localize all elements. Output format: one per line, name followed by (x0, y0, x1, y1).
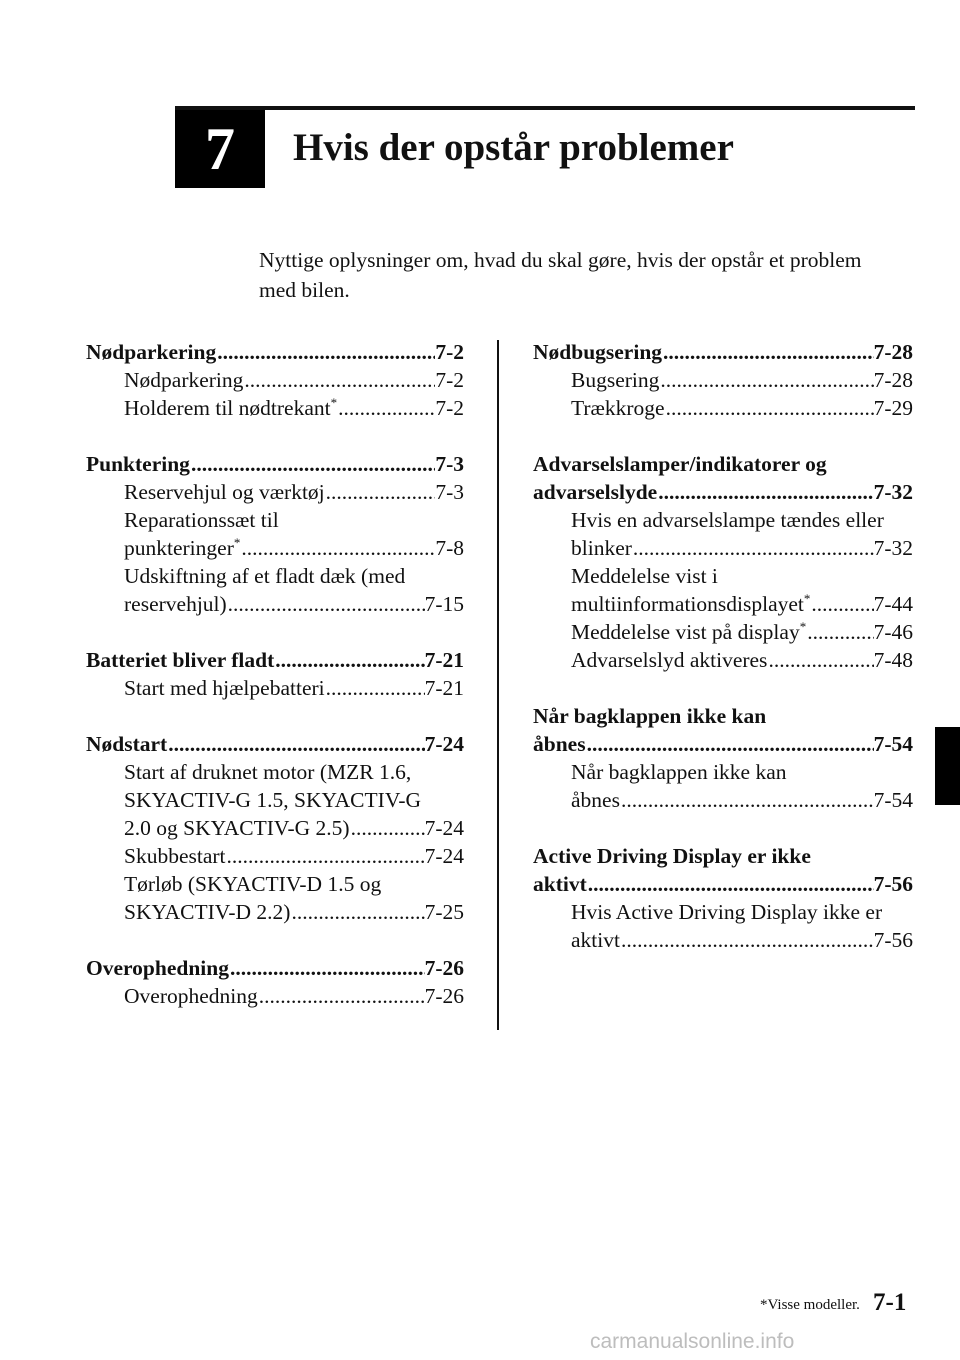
dot-leader (259, 982, 425, 1010)
toc-entry-link[interactable] (533, 926, 913, 954)
toc-section-link-text: Nødstart (86, 732, 168, 756)
toc-section-link-text: Batteriet bliver fladt (86, 648, 275, 672)
toc-entry-link[interactable] (86, 366, 464, 394)
page-number: 7-1 (873, 1289, 907, 1316)
dot-leader (291, 898, 424, 926)
toc-entry-link[interactable] (533, 366, 913, 394)
toc-section-link[interactable] (533, 870, 913, 898)
chapter-intro (259, 245, 919, 305)
toc-entry-link-page: 7-2 (435, 368, 464, 392)
toc-entry-link[interactable] (533, 786, 913, 814)
chapter-thumb-tab (935, 727, 960, 805)
toc-section-link[interactable] (533, 478, 913, 506)
toc-entry-link-page: 7-29 (873, 396, 913, 420)
toc-section (86, 646, 464, 702)
toc-section-link-text: Nødbugsering (533, 340, 663, 364)
toc-section-link-page: 7-26 (424, 956, 464, 980)
toc-entry-link-page: 7-48 (873, 648, 913, 672)
toc-section (86, 338, 464, 422)
dot-leader (338, 394, 435, 422)
toc-entry-text: Når bagklappen ikke kan (571, 760, 787, 784)
toc-section-link-page: 7-56 (873, 872, 913, 896)
toc-section-link[interactable] (86, 338, 464, 366)
toc-right-column (533, 338, 913, 982)
toc-entry-link-page: 7-28 (873, 368, 913, 392)
dot-leader (663, 338, 874, 366)
column-divider (497, 340, 499, 1030)
toc-section-link[interactable] (86, 646, 464, 674)
toc-entry-link-text: Overophedning (124, 984, 258, 1008)
toc-entry-link-text: åbnes (571, 788, 620, 812)
dot-leader (658, 478, 873, 506)
toc-section-link-text: Overophedning (86, 956, 229, 980)
toc-section-link[interactable] (533, 730, 913, 758)
dot-leader (217, 338, 435, 366)
toc-entry-text: Hvis Active Driving Display ikke er (571, 900, 883, 924)
chapter-header-rule (175, 106, 915, 110)
toc-section-link-text: aktivt (533, 872, 587, 896)
toc-entry-link[interactable] (86, 394, 464, 422)
dot-leader (666, 394, 874, 422)
dot-leader (811, 590, 873, 618)
toc-section (533, 842, 913, 954)
dot-leader (191, 450, 435, 478)
toc-entry-link-text: blinker (571, 536, 632, 560)
toc-section-link-text: advarselslyde (533, 480, 658, 504)
toc-entry-link-text: punkteringer* (124, 534, 241, 560)
dot-leader (326, 674, 425, 702)
toc-entry-link-page: 7-44 (873, 592, 913, 616)
toc-section-link-page: 7-54 (873, 732, 913, 756)
toc-section-link-text: Punktering (86, 452, 190, 476)
toc-entry-link-page: 7-24 (424, 816, 464, 840)
chapter-number-box: 7 (175, 110, 265, 188)
toc-entry-link-page: 7-56 (873, 928, 913, 952)
toc-entry-link-page: 7-54 (873, 788, 913, 812)
toc-entry-link-text: Nødparkering (124, 368, 244, 392)
model-availability-star: * (799, 618, 807, 634)
toc-entry-link-text: Trækkroge (571, 396, 665, 420)
toc-section (533, 338, 913, 422)
toc-section (86, 730, 464, 926)
toc-entry-link-page: 7-8 (435, 536, 464, 560)
dot-leader (228, 590, 425, 618)
dot-leader (621, 926, 874, 954)
toc-entry-link-text: reservehjul) (124, 592, 227, 616)
toc-entry-link[interactable] (86, 898, 464, 926)
dot-leader (621, 786, 874, 814)
model-availability-star: * (233, 534, 241, 550)
dot-leader (230, 954, 425, 982)
toc-entry-text: Udskiftning af et fladt dæk (med (124, 564, 406, 588)
toc-entry-link[interactable] (86, 842, 464, 870)
toc-entry-link-text: Bugsering (571, 368, 660, 392)
toc-entry-text: Hvis en advarselslampe tændes eller (571, 508, 884, 532)
toc-entry-link-text: Reservehjul og værktøj (124, 480, 325, 504)
watermark: carmanualsonline.info (590, 1330, 795, 1353)
toc-section-link[interactable] (86, 954, 464, 982)
toc-entry-link-text: Holderem til nødtrekant* (124, 394, 338, 420)
toc-entry-link-text: Skubbestart (124, 844, 226, 868)
dot-leader (768, 646, 873, 674)
toc-entry-text: Tørløb (SKYACTIV-D 1.5 og (124, 872, 382, 896)
toc-entry-link-page: 7-3 (435, 480, 464, 504)
dot-leader (168, 730, 424, 758)
chapter-title: Hvis der opstår problemer (293, 126, 734, 169)
toc-entry-link-page: 7-15 (424, 592, 464, 616)
toc-entry-link[interactable] (86, 534, 464, 562)
toc-entry-link[interactable] (533, 394, 913, 422)
toc-section-link-page: 7-32 (873, 480, 913, 504)
toc-entry-link[interactable] (86, 814, 464, 842)
toc-entry-link-text: Start med hjælpebatteri (124, 676, 325, 700)
toc-entry-link-page: 7-46 (873, 620, 913, 644)
toc-section-link[interactable] (533, 338, 913, 366)
chapter-intro-line: Nyttige oplysninger om, hvad du skal gøre, hvis der opstår et problem (259, 248, 862, 272)
dot-leader (241, 534, 435, 562)
toc-entry-link[interactable] (86, 478, 464, 506)
toc-entry-link-text: SKYACTIV-D 2.2) (124, 900, 291, 924)
toc-section-link-page: 7-2 (435, 340, 464, 364)
chapter-intro-line: med bilen. (259, 278, 350, 302)
dot-leader (351, 814, 425, 842)
toc-section (86, 450, 464, 618)
model-availability-star: * (330, 394, 338, 410)
toc-section-link-text: åbnes (533, 732, 586, 756)
toc-entry-link-text: multiinformationsdisplayet* (571, 590, 811, 616)
dot-leader (227, 842, 425, 870)
toc-entry-link-text: Meddelelse vist på display* (571, 618, 807, 644)
toc-section-link-page: 7-28 (873, 340, 913, 364)
dot-leader (588, 870, 874, 898)
toc-section (533, 450, 913, 674)
toc-left-column (86, 338, 464, 1038)
toc-section (533, 702, 913, 814)
dot-leader (275, 646, 424, 674)
model-availability-star: * (803, 590, 811, 606)
toc-entry-link[interactable] (533, 646, 913, 674)
toc-entry-text: Reparationssæt til (124, 508, 279, 532)
toc-entry-link-page: 7-2 (435, 396, 464, 420)
toc-entry-link-text: Advarselslyd aktiveres (571, 648, 768, 672)
toc-entry-text: Meddelelse vist i (571, 564, 718, 588)
toc-entry-text: Start af druknet motor (MZR 1.6, (124, 760, 412, 784)
toc-section-title: Advarselslamper/indikatorer og (533, 452, 827, 476)
toc-entry-link-page: 7-24 (424, 844, 464, 868)
toc-section-title: Når bagklappen ikke kan (533, 704, 767, 728)
toc-entry-link[interactable] (533, 618, 913, 646)
toc-entry-link[interactable] (86, 982, 464, 1010)
toc-entry-link-page: 7-32 (873, 536, 913, 560)
toc-section (86, 954, 464, 1010)
toc-entry-link-page: 7-26 (424, 984, 464, 1008)
dot-leader (633, 534, 874, 562)
toc-section-link-page: 7-21 (424, 648, 464, 672)
toc-section-link-page: 7-24 (424, 732, 464, 756)
dot-leader (244, 366, 435, 394)
dot-leader (326, 478, 436, 506)
toc-entry-link-text: aktivt (571, 928, 620, 952)
toc-entry-link[interactable] (533, 534, 913, 562)
toc-entry-link-page: 7-21 (424, 676, 464, 700)
toc-section-link[interactable] (86, 450, 464, 478)
toc-entry-text: SKYACTIV-G 1.5, SKYACTIV-G (124, 788, 422, 812)
toc-entry-link[interactable] (533, 590, 913, 618)
toc-entry-link[interactable] (86, 590, 464, 618)
toc-section-link[interactable] (86, 730, 464, 758)
toc-entry-link-text: 2.0 og SKYACTIV-G 2.5) (124, 816, 350, 840)
dot-leader (807, 618, 873, 646)
footnote: *Visse modeller. (760, 1297, 860, 1313)
dot-leader (587, 730, 874, 758)
dot-leader (660, 366, 873, 394)
toc-section-title: Active Driving Display er ikke (533, 844, 811, 868)
toc-entry-link-page: 7-25 (424, 900, 464, 924)
toc-section-link-page: 7-3 (435, 452, 464, 476)
toc-section-link-text: Nødparkering (86, 340, 217, 364)
toc-entry-link[interactable] (86, 674, 464, 702)
